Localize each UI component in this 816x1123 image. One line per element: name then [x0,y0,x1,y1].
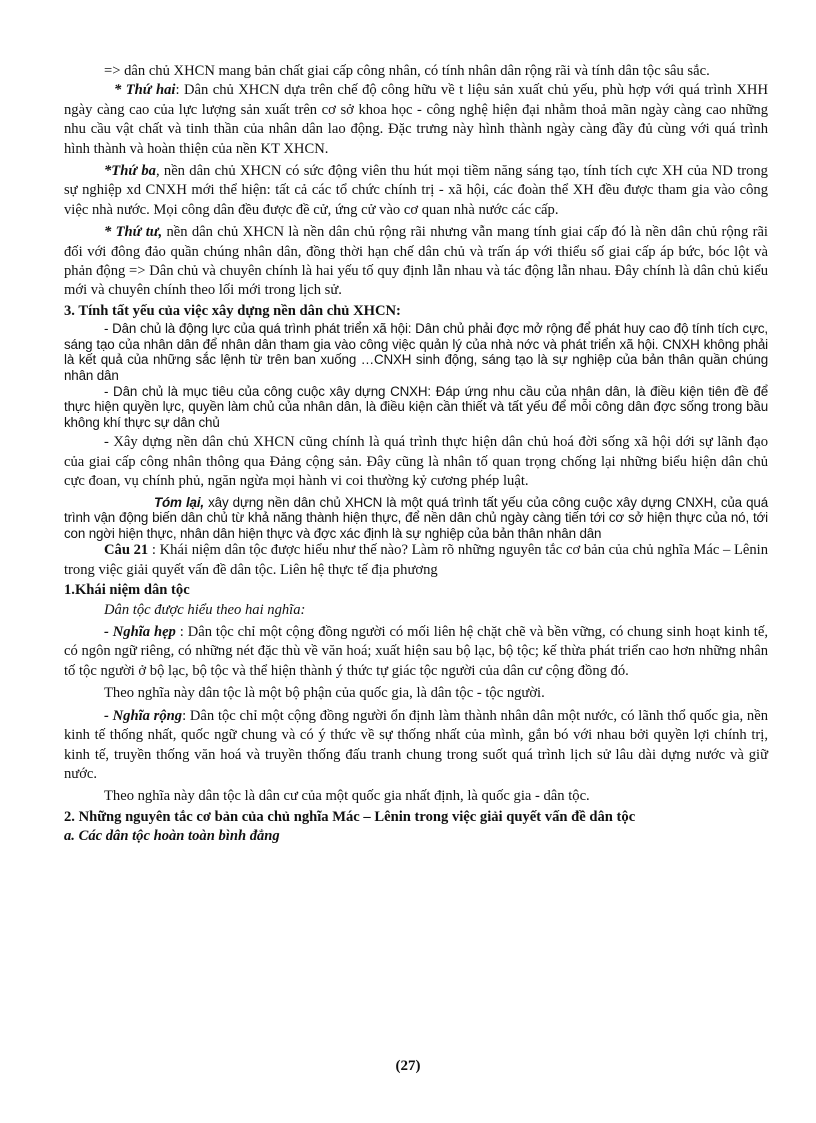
paragraph-muc-tieu: - Dân chủ là mục tiêu của công cuộc xây dựng CNXH: Đáp ứng nhu cầu của nhân dân, là điều kiện tiên đề để thực hiện quyền lực, quyền làm chủ của nhân dân, là điều kiện cần thiết và tất yếu để mỗi công dân đợc sống trong bầu không khí thực sự dân chủ [64,383,768,430]
text-thu-hai: : Dân chủ XHCN dựa trên chế độ công hữu về t liệu sản xuất chủ yếu, phù hợp với quá trình XHH ngày càng cao của lực lượng sản xuất trên cơ sở khoa học - công nghệ hiện đại nhằm thoả mãn ngày càng cao những nhu cầu vật chất và tinh thần của nhân dân lao động. Đặc trưng này hình thành ngày càng đầy đủ cùng với quá trình hình thành và hoàn thiện của nền KT XHCN. [64,82,768,157]
paragraph-thu-hai [64,81,768,159]
document-page [64,62,768,847]
paragraph-nghia-hep [64,623,768,681]
paragraph-cau-21 [64,541,768,580]
text-cau-21: : Khái niệm dân tộc được hiểu như thế nào? Làm rõ những nguyên tắc cơ bản của chủ nghĩa Mác – Lênin trong việc giải quyết vấn đề dân tộc. Liên hệ thực tế địa phương [64,542,768,578]
lead-thu-hai: * Thứ hai [114,82,176,99]
paragraph-thu-ba [64,162,768,220]
heading-section-3: 3. Tính tất yếu của việc xây dựng nền dân chủ XHCN: [64,302,401,319]
lead-nghia-rong: - Nghĩa rộng [104,707,183,724]
paragraph-thu-tu [64,223,768,301]
heading-section-2: 2. Những nguyên tắc cơ bản của chủ nghĩa Mác – Lênin trong việc giải quyết vấn đề dân tộc [64,808,636,825]
text-tom-lai: xây dựng nền dân chủ XHCN là một quá trình tất yếu của công cuộc xây dựng CNXH, của quá trình vận động biến dân chủ từ khả năng thành hiện thực, để nền dân chủ ngày càng tiến tới cơ sở hiện thực của nó, tới con ngời hiện thực, nhân dân hiện thực và đợc xác định là sự nghiệp của bản thân nhân dân [64,494,768,541]
lead-cau-21: Câu 21 [104,542,149,559]
text-nghia-hep: : Dân tộc chỉ một cộng đồng người có mối liên hệ chặt chẽ và bền vững, có chung sinh hoạt kinh tế, có ngôn ngữ riêng, có những nét đặc thù về văn hoá; xuất hiện sau bộ lạc, bộ tộc; kế thừa phát triển cao hơn những nhân tố tộc người ở bộ lạc, bộ tộc và thể hiện thành ý thức tự giác tộc người của dân cư cộng đồng đó. [64,624,768,679]
lead-thu-ba: *Thứ ba [104,163,156,180]
page-number: (27) [395,1058,421,1074]
text-thu-tu: nền dân chủ XHCN là nền dân chủ rộng rãi nhưng vẫn mang tính giai cấp đó là nền dân chủ rộng rãi đối với đông đảo quần chúng nhân dân, đồng thời hạn chế dân chủ và trấn áp với thiểu số giai cấp áp bức, bóc lột và phản động => Dân chủ và chuyên chính là hai yếu tố quy định lẫn nhau và tác động lẫn nhau. Đây chính là dân chủ kiểu mới và chuyên chính theo lối mới trong lịch sử. [64,224,768,299]
paragraph-tom-lai [64,495,768,542]
paragraph-nghia-rong [64,707,768,785]
lead-thu-tu: * Thứ tư, [104,224,163,241]
paragraph-dong-luc: - Dân chủ là động lực của quá trình phát triển xã hội: Dân chủ phải đợc mở rộng để phát huy cao độ tính tích cực, sáng tạo của nhân dân để nhân dân tham gia vào công việc quản lý của nhà nớc và phát triển xã hội. CNXH không phải là kết quả của những sắc lệnh từ trên ban xuống …CNXH sinh động, sáng tạo là sự nghiệp của bản thân quần chúng nhân dân [64,321,768,384]
paragraph-theo-nghia-rong: Theo nghĩa này dân tộc là dân cư của một quốc gia nhất định, là quốc gia - dân tộc. [104,788,590,805]
heading-khai-niem: 1.Khái niệm dân tộc [64,582,190,599]
paragraph-theo-nghia-hep: Theo nghĩa này dân tộc là một bộ phận của quốc gia, là dân tộc - tộc người. [104,685,545,702]
paragraph-xay-dung: - Xây dựng nền dân chủ XHCN cũng chính là quá trình thực hiện dân chủ hoá đời sống xã hội dới sự lãnh đạo của giai cấp công nhân thông qua Đảng cộng sản. Đây cũng là nhân tố quan trọng chống lại những biểu hiện dân chủ cực đoan, vụ chính phủ, ngăn ngừa mọi hành vi coi thường kỷ cương phép luật. [64,434,768,490]
lead-nghia-hep: - Nghĩa hẹp [104,624,176,641]
paragraph-hai-nghia: Dân tộc được hiểu theo hai nghĩa: [104,601,306,618]
heading-section-2a: a. Các dân tộc hoàn toàn bình đẳng [64,828,280,845]
paragraph-conclusion-1: => dân chủ XHCN mang bản chất giai cấp công nhân, có tính nhân dân rộng rãi và tính dân tộc sâu sắc. [104,63,710,79]
text-thu-ba: , nền dân chủ XHCN có sức động viên thu hút mọi tiềm năng sáng tạo, tính tích cực XH của ND trong sự nghiệp xd CNXH mới thể hiện: tất cả các tổ chức chính trị - xã hội, các đoàn thể XH đều được tham gia vào công việc nhà nước. Mọi công dân đều được đề cử, ứng cử vào cơ quan nhà nước các cấp. [64,163,768,218]
lead-tom-lai: Tóm lại, [154,494,204,510]
text-nghia-rong: : Dân tộc chỉ một cộng đồng người ổn định làm thành nhân dân một nước, có lãnh thổ quốc gia, nền kinh tế thống nhất, quốc ngữ chung và có ý thức về sự thống nhất của mình, gắn bó với nhau bởi quyền lợi chính trị, kinh tế, truyền thống văn hoá và truyền thống đấu tranh chung trong suốt quá trình lịch sử lâu dài dựng nước và giữ nước. [64,707,768,782]
